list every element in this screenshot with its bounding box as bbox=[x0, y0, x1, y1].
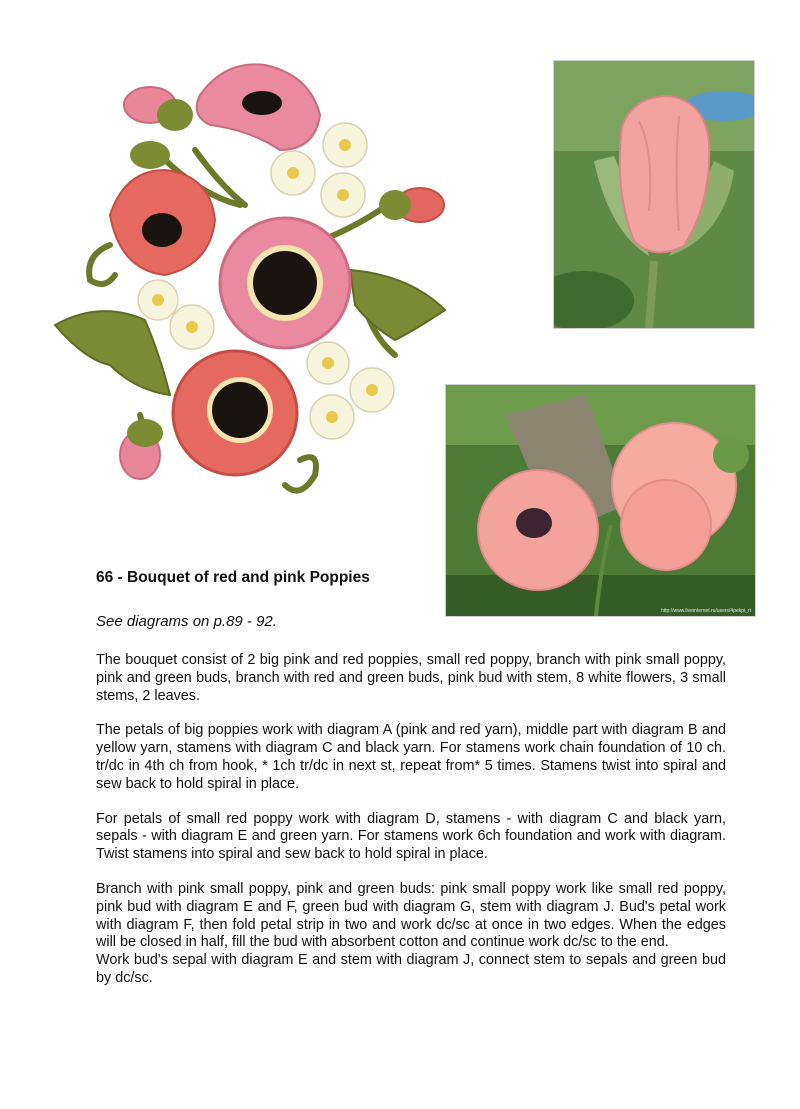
poppy-bud-illustration bbox=[554, 61, 754, 328]
instructions bbox=[96, 652, 726, 1005]
paragraph-small-red-poppy: For petals of small red poppy work with diagram D, stamens - with diagram C and black yarn, sepals - with diagram E and green yarn. For stamens work 6ch foundation and work with diagram. Twist stamens into spiral and sew back to hold spiral in place. bbox=[96, 810, 726, 863]
poppy-blooms-illustration bbox=[446, 385, 755, 616]
paragraph-branch: Branch with pink small poppy, pink and green buds: pink small poppy work like small red poppy, pink bud with diagram E and F, green bud with diagram G, stem with diagram J. Bud's petal work with diagram F, then fold petal strip in two and work dc/sc at once in two edges. When the edges will be closed in half, fill the bud with absorbent cotton and continue work dc/sc to the end. bbox=[96, 880, 726, 951]
bouquet-photo bbox=[50, 55, 490, 525]
poppy-blooms-photo bbox=[445, 384, 756, 617]
paragraph-bud-sepal: Work bud's sepal with diagram E and stem with diagram J, connect stem to sepals and green bud by dc/sc. bbox=[96, 952, 726, 986]
paragraph-components: The bouquet consist of 2 big pink and red poppies, small red poppy, branch with pink small poppy, pink and green buds, branch with red and green buds, pink bud with stem, 8 white flowers, 3 small stems, 2 leaves. bbox=[96, 652, 726, 704]
bouquet-illustration bbox=[50, 55, 490, 525]
watermark: http://www.liveinternet.ru/users/4pekpi_rt bbox=[660, 608, 751, 614]
page-title: 66 - Bouquet of red and pink Poppies bbox=[96, 569, 370, 586]
poppy-bud-photo bbox=[553, 60, 755, 329]
diagram-reference: See diagrams on p.89 - 92. bbox=[96, 613, 277, 630]
paragraph-big-poppies: The petals of big poppies work with diagram A (pink and red yarn), middle part with diagram B and yellow yarn, stamens with diagram C and black yarn. For stamens work chain foundation of 10 ch. tr/dc in 4th ch from hook, * 1ch tr/dc in next st, repeat from* 5 times. Stamens twist into spiral and sew back to hold spiral in place. bbox=[96, 722, 726, 792]
